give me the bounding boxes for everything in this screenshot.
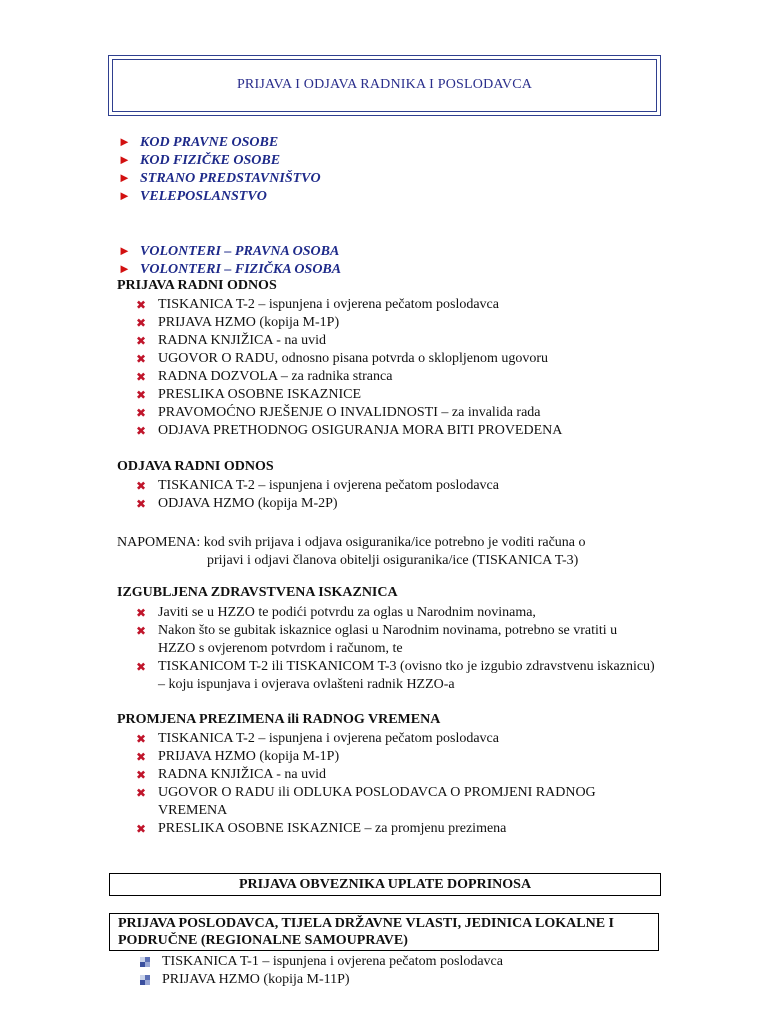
square-bullet-icon <box>140 975 150 985</box>
list-odjava <box>136 477 499 513</box>
nav-item: ► STRANO PREDSTAVNIŠTVO <box>118 170 321 186</box>
cross-bullet-icon: ✖ <box>136 750 147 764</box>
nav-item: ► VOLONTERI – PRAVNA OSOBA <box>118 243 340 259</box>
list-item: ✖ ODJAVA PRETHODNOG OSIGURANJA MORA BITI PROVEDENA <box>136 423 563 438</box>
cross-bullet-icon: ✖ <box>136 497 147 511</box>
list-item: ✖ TISKANICA T-2 – ispunjena i ovjerena pečatom poslodavca <box>136 478 499 493</box>
list-item: ✖ Javiti se u HZZO te podići potvrdu za oglas u Narodnim novinama, <box>136 605 536 620</box>
page-title: PRIJAVA I ODJAVA RADNIKA I POSLODAVCA <box>236 77 533 92</box>
cross-bullet-icon: ✖ <box>136 822 147 836</box>
section-heading-odjava: ODJAVA RADNI ODNOS <box>117 459 274 474</box>
list-item: ✖ PRAVOMOĆNO RJEŠENJE O INVALIDNOSTI – za invalida rada <box>136 405 541 420</box>
section-box-obveznik <box>109 873 661 896</box>
cross-bullet-icon: ✖ <box>136 768 147 782</box>
note-paragraph <box>117 534 657 570</box>
section-box-poslodavac <box>109 913 659 951</box>
note-line: NAPOMENA: kod svih prijava i odjava osiguranika/ice potrebno je voditi računa o <box>117 535 586 550</box>
list-item: ✖ RADNA DOZVOLA – za radnika stranca <box>136 369 393 384</box>
section-heading-promjena: PROMJENA PREZIMENA ili RADNOG VREMENA <box>117 712 441 727</box>
list-item: ✖ PRESLIKA OSOBNE ISKAZNICE – za promjenu prezimena <box>136 821 507 836</box>
cross-bullet-icon: ✖ <box>136 298 147 312</box>
list-poslodavac <box>140 953 503 989</box>
cross-bullet-icon: ✖ <box>136 424 147 438</box>
list-item: ✖ PRIJAVA HZMO (kopija M-1P) <box>136 749 340 764</box>
section-heading-prijava: PRIJAVA RADNI ODNOS <box>117 278 277 293</box>
nav-item: ► KOD FIZIČKE OSOBE <box>118 152 281 168</box>
list-item: ✖ TISKANICOM T-2 ili TISKANICOM T-3 (ovisno tko je izgubio zdravstvenu iskaznicu) – koju ispunjava i ovjerava ovlašteni radnik HZZO-a <box>136 659 655 692</box>
cross-bullet-icon: ✖ <box>136 406 147 420</box>
title-box <box>108 55 661 116</box>
arrow-right-icon: ► <box>118 243 131 258</box>
list-item: ✖ PRESLIKA OSOBNE ISKAZNICE <box>136 387 362 402</box>
section-heading-obveznik: PRIJAVA OBVEZNIKA UPLATE DOPRINOSA <box>238 877 532 892</box>
arrow-right-icon: ► <box>118 170 131 185</box>
arrow-right-icon: ► <box>118 152 131 167</box>
list-item: PRIJAVA HZMO (kopija M-11P) <box>140 971 503 989</box>
cross-bullet-icon: ✖ <box>136 606 147 620</box>
cross-bullet-icon: ✖ <box>136 624 147 638</box>
list-item: ✖ Nakon što se gubitak iskaznice oglasi u Narodnim novinama, potrebno se vratiti u HZZO s ovjerenom potvrdom i računom, te <box>136 623 618 656</box>
nav-list-primary <box>118 133 321 205</box>
list-item: ✖ TISKANICA T-2 – ispunjena i ovjerena pečatom poslodavca <box>136 297 499 312</box>
list-prijava <box>136 296 562 440</box>
list-item: TISKANICA T-1 – ispunjena i ovjerena pečatom poslodavca <box>140 953 503 971</box>
cross-bullet-icon: ✖ <box>136 786 147 800</box>
section-heading-izgubljena: IZGUBLJENA ZDRAVSTVENA ISKAZNICA <box>117 585 398 600</box>
cross-bullet-icon: ✖ <box>136 732 147 746</box>
list-promjena <box>136 730 658 838</box>
cross-bullet-icon: ✖ <box>136 388 147 402</box>
cross-bullet-icon: ✖ <box>136 334 147 348</box>
nav-item: ► VELEPOSLANSTVO <box>118 188 267 204</box>
nav-item: ► VOLONTERI – FIZIČKA OSOBA <box>118 261 342 277</box>
cross-bullet-icon: ✖ <box>136 370 147 384</box>
arrow-right-icon: ► <box>118 261 131 276</box>
cross-bullet-icon: ✖ <box>136 479 147 493</box>
list-item: ✖ UGOVOR O RADU, odnosno pisana potvrda o sklopljenom ugovoru <box>136 351 549 366</box>
list-item: ✖ TISKANICA T-2 – ispunjena i ovjerena pečatom poslodavca <box>136 731 499 746</box>
arrow-right-icon: ► <box>118 134 131 149</box>
cross-bullet-icon: ✖ <box>136 352 147 366</box>
arrow-right-icon: ► <box>118 188 131 203</box>
list-item: ✖ PRIJAVA HZMO (kopija M-1P) <box>136 315 340 330</box>
section-heading-poslodavac: PRIJAVA POSLODAVCA, TIJELA DRŽAVNE VLASTI, JEDINICA LOKALNE I PODRUČNE (REGIONALNE SAMOUPRAVE) <box>118 916 614 948</box>
cross-bullet-icon: ✖ <box>136 660 147 674</box>
cross-bullet-icon: ✖ <box>136 316 147 330</box>
nav-item: ► KOD PRAVNE OSOBE <box>118 134 279 150</box>
list-item: ✖ RADNA KNJIŽICA - na uvid <box>136 333 326 348</box>
list-item: ✖ UGOVOR O RADU ili ODLUKA POSLODAVCA O PROMJENI RADNOG VREMENA <box>136 785 596 818</box>
list-item: ✖ RADNA KNJIŽICA - na uvid <box>136 767 326 782</box>
list-item: ✖ ODJAVA HZMO (kopija M-2P) <box>136 496 338 511</box>
note-line: prijavi i odjavi članova obitelji osiguranika/ice (TISKANICA T-3) <box>207 553 579 568</box>
square-bullet-icon <box>140 957 150 967</box>
nav-list-volunteers <box>118 242 341 278</box>
list-izgubljena <box>136 604 658 694</box>
